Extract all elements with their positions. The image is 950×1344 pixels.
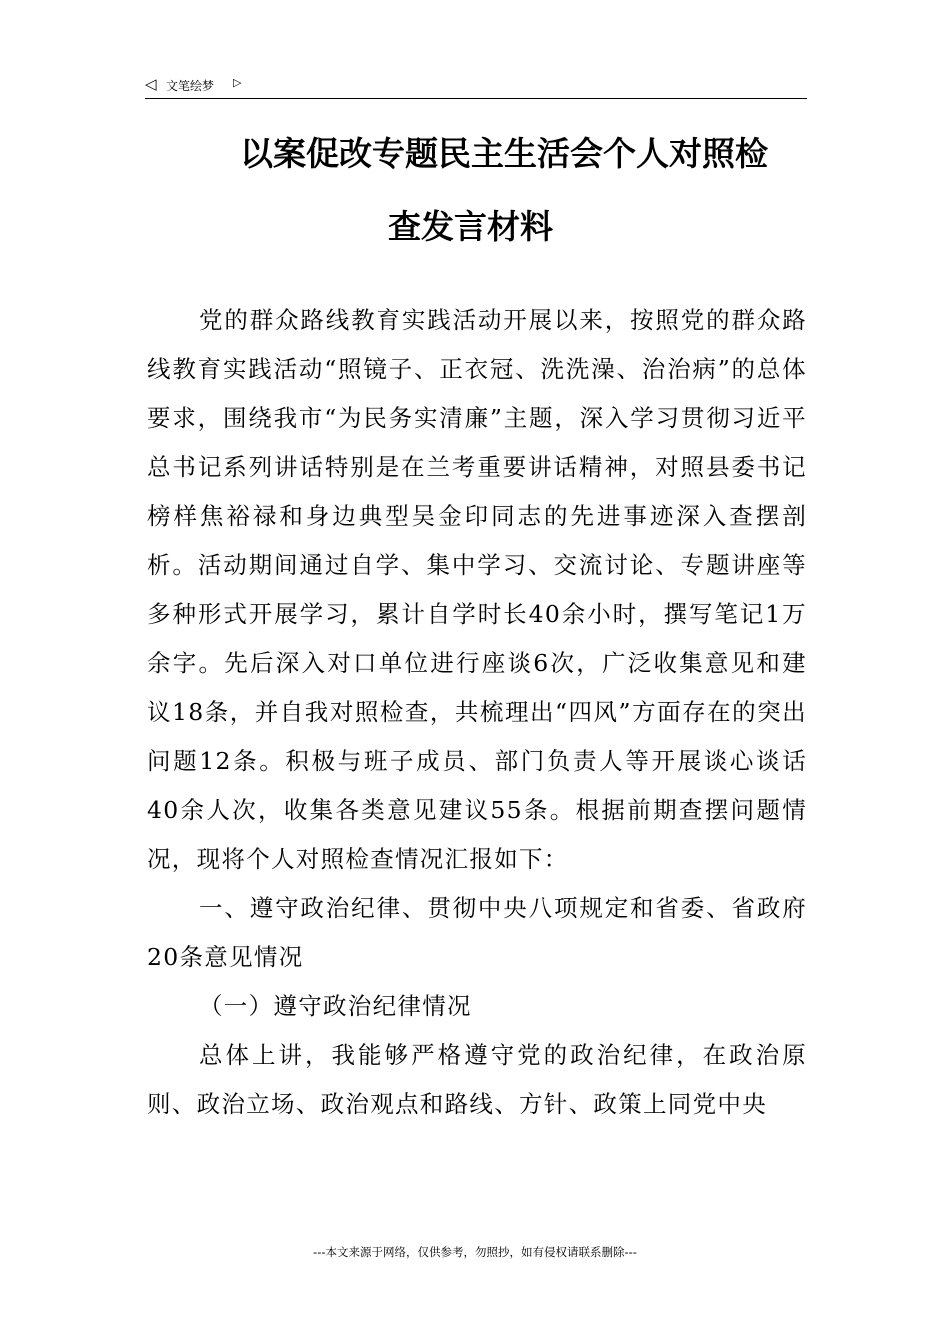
paragraph-section-1: 总体上讲，我能够严格遵守党的政治纪律，在政治原则、政治立场、政治观点和路线、方针、政策上同党中央 (147, 1041, 807, 1118)
page-footer-disclaimer: ---本文来源于网络，仅供参考，勿照抄，如有侵权请联系删除--- (313, 1245, 637, 1259)
triangle-left-icon: ◁ (145, 75, 157, 93)
header-brand: 文笔绘梦 (166, 79, 215, 93)
document-body (147, 296, 807, 1129)
subsection-heading-1: （一）遵守政治纪律情况 (199, 992, 472, 1020)
paragraph-intro: 党的群众路线教育实践活动开展以来，按照党的群众路线教育实践活动“照镜子、正衣冠、洗洗澡、治治病”的总体要求，围绕我市“为民务实清廉”主题，深入学习贯彻习近平总书记系列讲话特别是在兰考重要讲话精神，对照县委书记榜样焦裕禄和身边典型吴金印同志的先进事迹深入查摆剖析。活动期间通过自学、集中学习、交流讨论、专题讲座等多种形式开展学习，累计自学时长40余小时，撰写笔记1万余字。先后深入对口单位进行座谈6次，广泛收集意见和建议18条，并自我对照检查，共梳理出“四风”方面存在的突出问题12条。积极与班子成员、部门负责人等开展谈心谈话40余人次，收集各类意见建议55条。根据前期查摆问题情况，现将个人对照检查情况汇报如下： (147, 306, 807, 873)
section-heading-1: 一、遵守政治纪律、贯彻中央八项规定和省委、省政府20条意见情况 (147, 894, 807, 971)
document-title-line-2: 查发言材料 (388, 207, 553, 246)
page-header (145, 74, 807, 99)
document-title-line-1: 以案促改专题民主生活会个人对照检 (240, 134, 768, 173)
triangle-right-icon: ▷ (233, 76, 242, 89)
